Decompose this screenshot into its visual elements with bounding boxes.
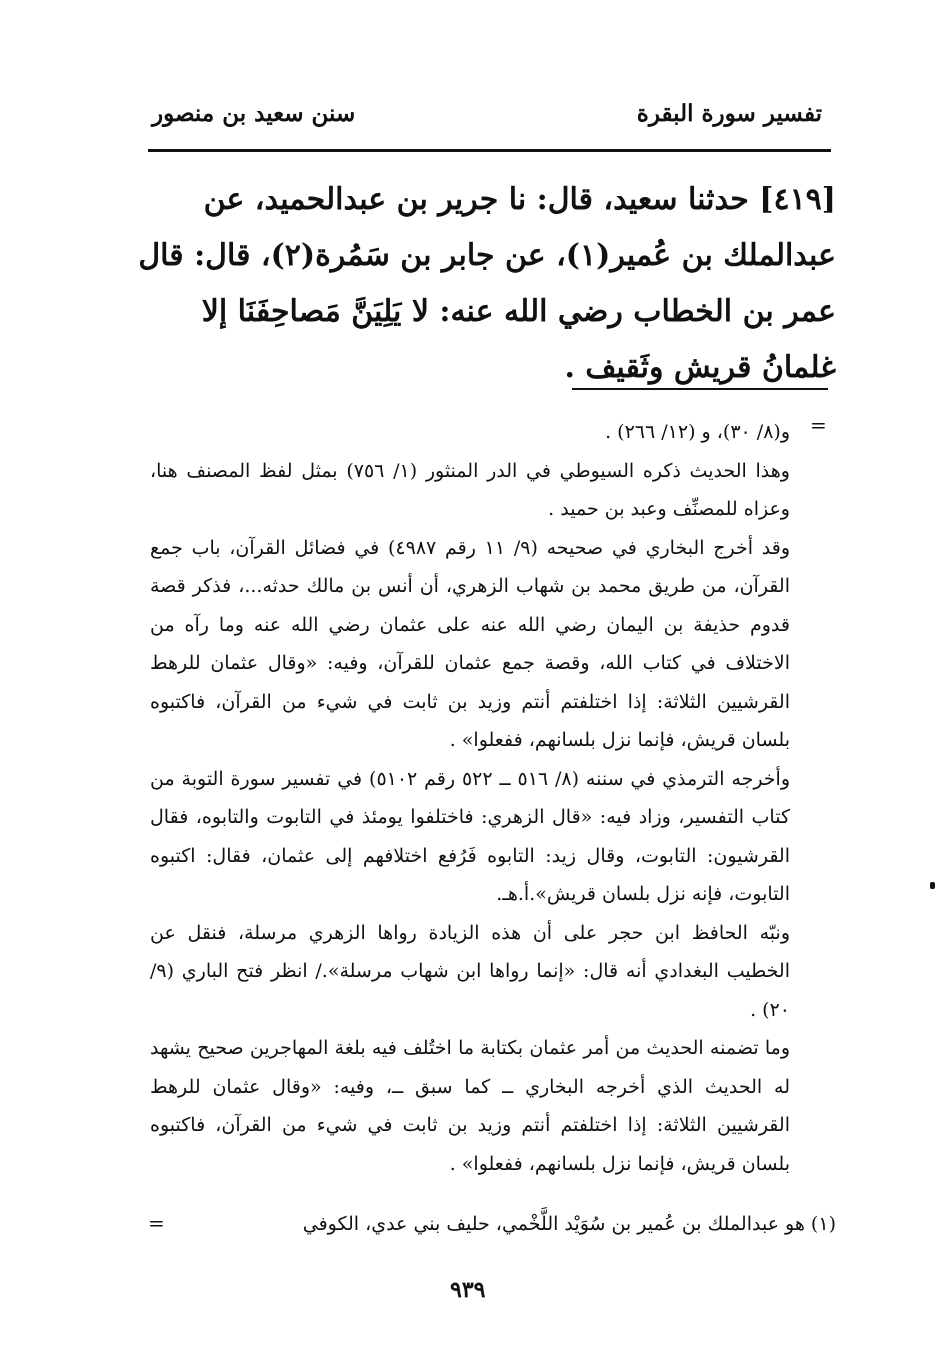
note-paragraph: وقد أخرج البخاري في صحيحه (٩/ ١١ رقم ٤٩٨٧) في فضائل القرآن، باب جمع القرآن، من طريق محمد بن شهاب الزهري، أن أنس بن مالك حدثه...، فذكر قصة قدوم حذيفة بن اليمان رضي الله عنه على عثمان رضي الله عنه وما رآه من الاختلاف في كتاب الله، وقصة جمع عثمان للقرآن، وفيه: «وقال عثمان للرهط القرشيين الثلاثة: إذا اختلفتم أنتم وزيد بن ثابت في شيء من القرآن، فاكتبوه بلسان قريش، فإنما نزل بلسانهم، ففعلوا» . bbox=[150, 536, 790, 751]
hadith-chain: حدثنا سعيد، قال: نا جرير بن عبدالحميد، عن عبدالملك بن عُمير(١)، عن جابر بن سَمُرة(٢)، قال: bbox=[183, 182, 836, 273]
hadith-text bbox=[136, 172, 836, 396]
note-paragraph: وهذا الحديث ذكره السيوطي في الدر المنثور (١/ ٧٥٦) بمثل لفظ المصنف هنا، وعزاه للمصنِّف وعبد بن حميد . bbox=[150, 459, 790, 520]
scan-speck bbox=[930, 882, 935, 889]
footnotes-body bbox=[150, 413, 790, 1183]
page-number: ٩٣٩ bbox=[450, 1277, 486, 1303]
continuation-marker: = bbox=[810, 413, 827, 437]
section-title: تفسير سورة البقرة bbox=[636, 100, 822, 127]
footnote-1-continuation-marker: = bbox=[148, 1211, 165, 1235]
note-paragraph: وأخرجه الترمذي في سننه (٨/ ٥١٦ ــ ٥٢٢ رقم ٥١٠٢) في تفسير سورة التوبة من كتاب التفسير، وزاد فيه: «قال الزهري: فاختلفوا يومئذ في التابوت والتابوه، فقال القرشيون: التابوت، وقال زيد: التابوه فَرُفع اختلافهم إلى عثمان، فقال: اكتبوه التابوت، فإنه نزل بلسان قريش».أ.هـ. bbox=[150, 767, 790, 905]
header-divider bbox=[148, 149, 831, 152]
footnote-1: (١) هو عبدالملك بن عُمير بن سُوَيْد اللَّخْمي، حليف بني عدي، الكوفي bbox=[302, 1213, 836, 1235]
hadith-number: [٤١٩] bbox=[759, 182, 836, 217]
book-title: سنن سعيد بن منصور bbox=[152, 100, 356, 127]
footnote-divider bbox=[572, 388, 828, 390]
note-paragraph: ونبّه الحافظ ابن حجر على أن هذه الزيادة رواها الزهري مرسلة، فنقل عن الخطيب البغدادي أنه قال: «إنما رواها ابن شهاب مرسلة»./ انظر فتح الباري (٩/ ٢٠) . bbox=[150, 921, 790, 1021]
note-paragraph: و(٨/ ٣٠)، و (١٢/ ٢٦٦) . bbox=[605, 421, 790, 443]
note-paragraph: وما تضمنه الحديث من أمر عثمان بكتابة ما اختُلف فيه بلغة المهاجرين صحيح يشهد له الحديث الذي أخرجه البخاري ــ كما سبق ــ، وفيه: «وقال عثمان للرهط القرشيين الثلاثة: إذا اختلفتم أنتم وزيد بن ثابت في شيء من القرآن، فاكتبوه بلسان قريش، فإنما نزل بلسانهم، ففعلوا» . bbox=[150, 1037, 790, 1175]
hadith-matn: قال عمر بن الخطاب رضي الله عنه: لا يَلِيَنَّ مَصاحِفَنَا إلا غلمانُ قريش وثَقيف . bbox=[138, 238, 836, 385]
